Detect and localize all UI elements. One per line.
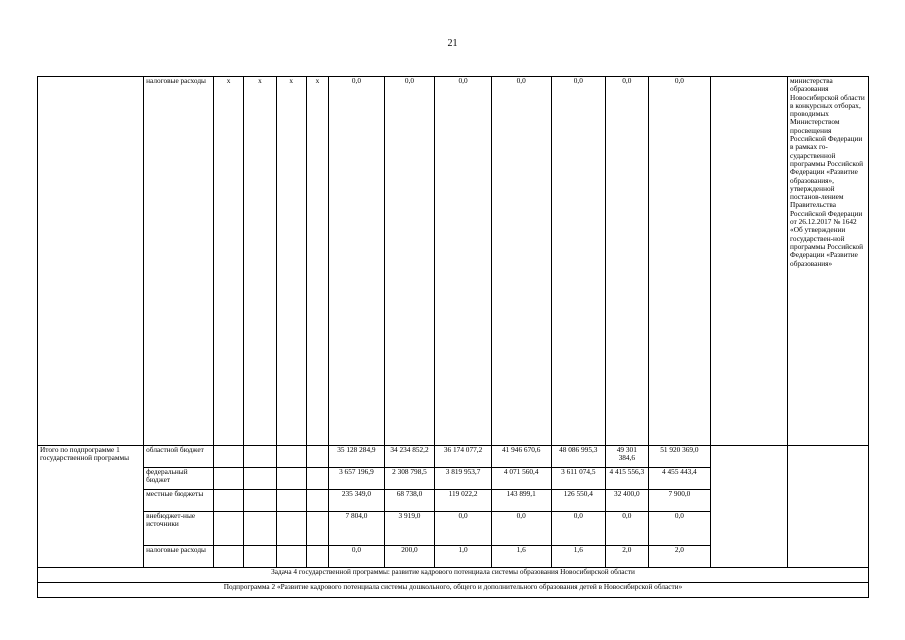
source-cell: областной бюджет bbox=[144, 446, 214, 468]
value-cell: 3 611 074,5 bbox=[551, 468, 606, 490]
value-cell: 36 174 077,2 bbox=[435, 446, 492, 468]
source-cell: федеральный бюджет bbox=[144, 468, 214, 490]
indicator-cell bbox=[711, 77, 788, 446]
value-cell: 0,0 bbox=[551, 512, 606, 546]
x-cell: х bbox=[306, 77, 328, 446]
value-cell: 0,0 bbox=[648, 512, 711, 546]
value-cell: 68 738,0 bbox=[384, 490, 435, 512]
totals-label: Итого по подпрограмме 1 государственной программы bbox=[38, 446, 144, 568]
x-cell bbox=[213, 446, 243, 468]
value-cell: 0,0 bbox=[606, 512, 648, 546]
value-cell: 0,0 bbox=[329, 77, 385, 446]
subprogram-heading: Подпрограмма 2 «Развитие кадрового потенциала системы дошкольного, общего и дополнительного образования детей в Новосибирской области» bbox=[38, 583, 869, 598]
value-cell: 3 657 196,9 bbox=[329, 468, 385, 490]
page-number: 21 bbox=[447, 38, 458, 49]
note-cell: министерства образования Новосибирской области в конкурсных отборах, проводимых Министерством просвещения Российской Федерации в рамках го-сударственной программы Российской Федерации «Развитие образования», утвержденной постанов-лением Правительства Российской Федерации от 26.12.2017 № 1642 «Об утверждении государствен-ной программы Российской Федерации «Развитие образования» bbox=[788, 77, 869, 446]
value-cell: 0,0 bbox=[435, 77, 492, 446]
x-cell bbox=[276, 446, 306, 468]
value-cell: 200,0 bbox=[384, 546, 435, 568]
value-cell: 0,0 bbox=[384, 77, 435, 446]
value-cell: 2 308 798,5 bbox=[384, 468, 435, 490]
value-cell: 49 301 384,6 bbox=[606, 446, 648, 468]
x-cell: х bbox=[244, 77, 276, 446]
budget-table bbox=[37, 76, 869, 598]
source-cell: внебюджет-ные источники bbox=[144, 512, 214, 546]
x-cell bbox=[276, 490, 306, 512]
x-cell bbox=[213, 512, 243, 546]
value-cell: 1,6 bbox=[491, 546, 551, 568]
x-cell bbox=[276, 546, 306, 568]
x-cell bbox=[244, 490, 276, 512]
x-cell bbox=[276, 512, 306, 546]
table-row bbox=[38, 446, 869, 468]
indicator-cell bbox=[711, 446, 788, 568]
value-cell: 48 086 995,3 bbox=[551, 446, 606, 468]
value-cell: 119 022,2 bbox=[435, 490, 492, 512]
value-cell: 2,0 bbox=[606, 546, 648, 568]
value-cell: 32 400,0 bbox=[606, 490, 648, 512]
value-cell: 35 128 284,9 bbox=[329, 446, 385, 468]
value-cell: 0,0 bbox=[606, 77, 648, 446]
source-cell: местные бюджеты bbox=[144, 490, 214, 512]
value-cell: 143 899,1 bbox=[491, 490, 551, 512]
value-cell: 0,0 bbox=[491, 77, 551, 446]
x-cell bbox=[244, 546, 276, 568]
value-cell: 3 919,0 bbox=[384, 512, 435, 546]
table-row bbox=[38, 568, 869, 583]
value-cell: 7 804,0 bbox=[329, 512, 385, 546]
value-cell: 0,0 bbox=[435, 512, 492, 546]
x-cell: х bbox=[213, 77, 243, 446]
x-cell bbox=[244, 446, 276, 468]
x-cell bbox=[306, 512, 328, 546]
value-cell: 51 920 369,0 bbox=[648, 446, 711, 468]
value-cell: 235 349,0 bbox=[329, 490, 385, 512]
value-cell: 4 415 556,3 bbox=[606, 468, 648, 490]
value-cell: 3 819 953,7 bbox=[435, 468, 492, 490]
source-cell: налоговые расходы bbox=[144, 77, 214, 446]
x-cell bbox=[276, 468, 306, 490]
x-cell bbox=[244, 468, 276, 490]
value-cell: 0,0 bbox=[491, 512, 551, 546]
x-cell bbox=[306, 468, 328, 490]
value-cell: 1,0 bbox=[435, 546, 492, 568]
goal-cell bbox=[38, 77, 144, 446]
value-cell: 0,0 bbox=[551, 77, 606, 446]
table-row bbox=[38, 77, 869, 446]
x-cell bbox=[306, 546, 328, 568]
x-cell bbox=[306, 446, 328, 468]
note-cell bbox=[788, 446, 869, 568]
value-cell: 7 900,0 bbox=[648, 490, 711, 512]
value-cell: 34 234 852,2 bbox=[384, 446, 435, 468]
value-cell: 4 071 560,4 bbox=[491, 468, 551, 490]
value-cell: 1,6 bbox=[551, 546, 606, 568]
x-cell bbox=[213, 546, 243, 568]
value-cell: 41 946 670,6 bbox=[491, 446, 551, 468]
task-heading: Задача 4 государственной программы: развитие кадрового потенциала системы образования Новосибирской области bbox=[38, 568, 869, 583]
x-cell: х bbox=[276, 77, 306, 446]
value-cell: 0,0 bbox=[329, 546, 385, 568]
source-cell: налоговые расходы bbox=[144, 546, 214, 568]
table-row bbox=[38, 583, 869, 598]
value-cell: 0,0 bbox=[648, 77, 711, 446]
x-cell bbox=[213, 468, 243, 490]
x-cell bbox=[244, 512, 276, 546]
x-cell bbox=[306, 490, 328, 512]
value-cell: 4 455 443,4 bbox=[648, 468, 711, 490]
x-cell bbox=[213, 490, 243, 512]
value-cell: 2,0 bbox=[648, 546, 711, 568]
value-cell: 126 550,4 bbox=[551, 490, 606, 512]
